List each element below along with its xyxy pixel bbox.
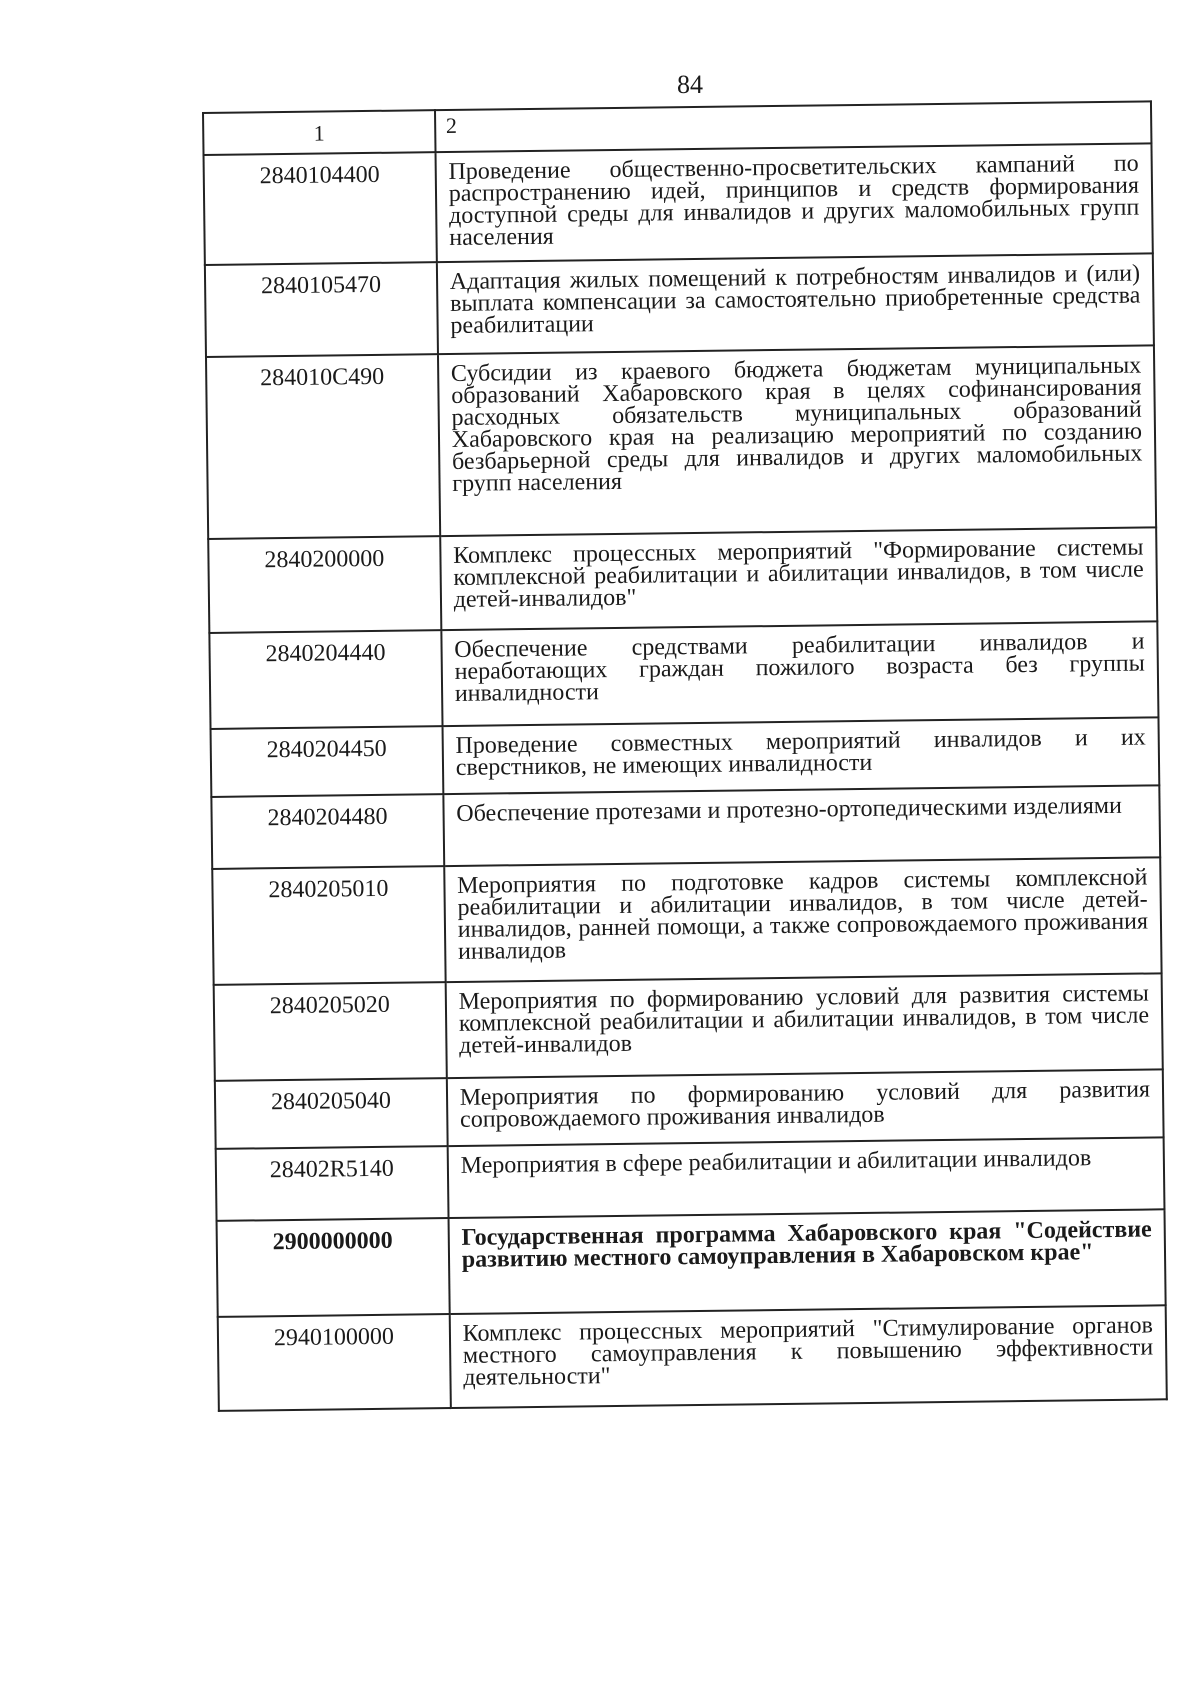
table-row xyxy=(212,857,1161,985)
row-name: Комплекс процессных мероприятий "Стимулирование органов местного самоуправления к повышению эффективности деятельности" xyxy=(449,1305,1166,1408)
row-name: Мероприятия по формированию условий для развития сопровождаемого проживания инвалидов xyxy=(447,1069,1164,1146)
table-row xyxy=(216,1137,1165,1221)
table-row xyxy=(211,717,1160,797)
row-name: Субсидии из краевого бюджета бюджетам муниципальных образований Хабаровского края в целях софинансирования расходных обязательств муниципальных образований Хабаровского края на реализацию мероприятий по созданию безбарьерной среды для инвалидов и других маломобильных групп населения xyxy=(438,345,1156,536)
column-header-2: 2 xyxy=(435,101,1152,152)
page-number: 84 xyxy=(677,70,703,99)
row-code: 2840200000 xyxy=(208,536,441,633)
row-code: 28402R5140 xyxy=(216,1146,449,1221)
row-code: 2840204450 xyxy=(211,726,444,797)
table-row xyxy=(206,345,1156,539)
table-row xyxy=(215,1069,1164,1149)
row-code: 2840205010 xyxy=(212,866,445,985)
row-name: Обеспечение средствами реабилитации инвалидов и неработающих граждан пожилого возраста без группы инвалидности xyxy=(441,621,1158,726)
row-name: Мероприятия по подготовке кадров системы комплексной реабилитации и абилитации инвалидов, в том числе детей-инвалидов, ранней помощи, а также сопровождаемого проживания инвалидов xyxy=(444,857,1162,982)
row-name: Мероприятия в сфере реабилитации и абилитации инвалидов xyxy=(447,1137,1164,1218)
table-row xyxy=(204,143,1153,265)
row-code: 2900000000 xyxy=(217,1218,450,1317)
table-row xyxy=(209,621,1158,729)
row-code: 2840205020 xyxy=(214,982,447,1081)
row-code: 2840205040 xyxy=(215,1078,448,1149)
row-name: Комплекс процессных мероприятий "Формирование системы комплексной реабилитации и абилитации инвалидов, в том числе детей-инвалидов" xyxy=(440,527,1157,630)
row-name: Государственная программа Хабаровского края "Содействие развитию местного самоуправления в Хабаровском крае" xyxy=(448,1209,1165,1314)
table-row xyxy=(211,785,1160,869)
table-row xyxy=(214,973,1163,1081)
table-row xyxy=(218,1305,1167,1411)
row-code: 2840105470 xyxy=(205,262,438,357)
table-row xyxy=(208,527,1157,633)
row-code: 2940100000 xyxy=(218,1314,451,1411)
table-row xyxy=(205,253,1154,357)
row-code: 2840204480 xyxy=(211,794,444,869)
row-code: 2840104400 xyxy=(204,152,437,265)
table-row xyxy=(217,1209,1166,1317)
row-name: Проведение общественно-просветительских кампаний по распространению идей, принципов и средств формирования доступной среды для инвалидов и других маломобильных групп населения xyxy=(435,143,1153,262)
row-name: Обеспечение протезами и протезно-ортопедическими изделиями xyxy=(443,785,1160,866)
row-code: 284010C490 xyxy=(206,354,440,539)
budget-code-table xyxy=(202,100,1168,1412)
row-code: 2840204440 xyxy=(209,630,442,729)
row-name: Адаптация жилых помещений к потребностям инвалидов и (или) выплата компенсации за самостоятельно приобретенные средства реабилитации xyxy=(437,253,1154,354)
column-header-1: 1 xyxy=(203,110,435,155)
row-name: Мероприятия по формированию условий для развития системы комплексной реабилитации и абилитации инвалидов, в том числе детей-инвалидов xyxy=(445,973,1162,1078)
row-name: Проведение совместных мероприятий инвалидов и их сверстников, не имеющих инвалидности xyxy=(442,717,1159,794)
